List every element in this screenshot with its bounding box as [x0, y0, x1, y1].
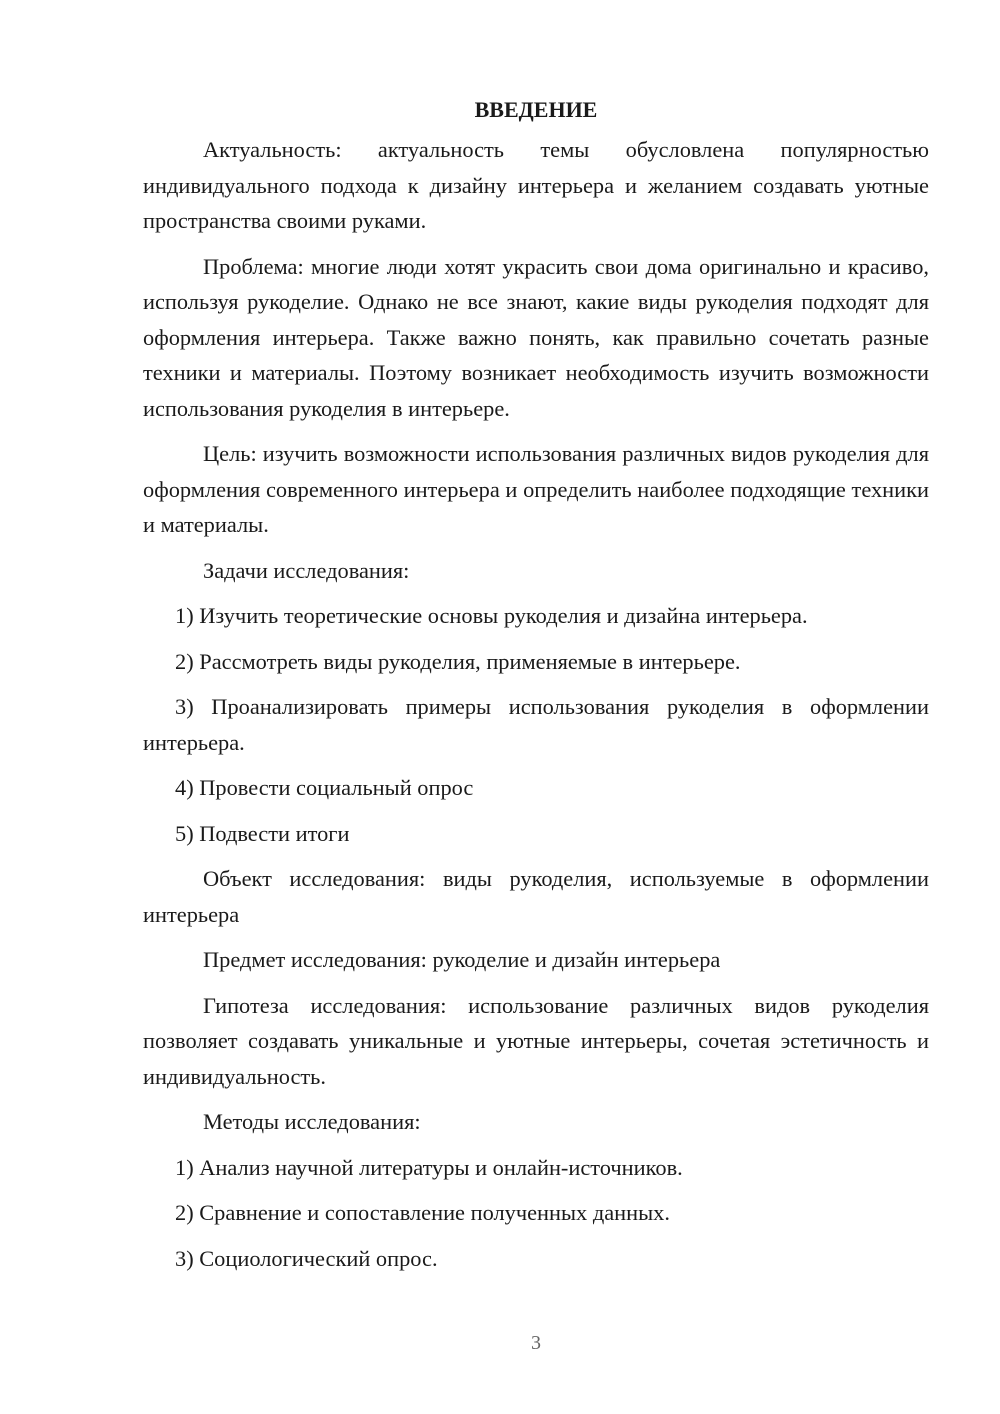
document-page — [143, 90, 929, 1276]
subject-paragraph: Предмет исследования: рукоделие и дизайн интерьера — [203, 947, 721, 972]
method-item-2: 2) Сравнение и сопоставление полученных данных. — [175, 1200, 670, 1225]
page-number: 3 — [531, 1332, 541, 1354]
methods-heading: Методы исследования: — [203, 1109, 421, 1134]
task-item-5: 5) Подвести итоги — [175, 820, 350, 846]
task-item-1: 1) Изучить теоретические основы рукоделия и дизайна интерьера. — [175, 603, 808, 628]
problem-paragraph: Проблема: многие люди хотят украсить свои дома оригинально и красиво, используя рукоделие. Однако не все знают, какие виды рукоделия подходят для оформления интерьера. Также важно понять, как правильно сочетать разные техники и материалы. Поэтому возникает необходимость изучить возможности использования рукоделия в интерьере. — [143, 253, 929, 421]
goal-paragraph: Цель: изучить возможности использования различных видов рукоделия для оформления современного интерьера и определить наиболее подходящие техники и материалы. — [143, 441, 929, 537]
method-item-3: 3) Социологический опрос. — [175, 1245, 438, 1271]
tasks-heading: Задачи исследования: — [203, 557, 410, 583]
object-paragraph: Объект исследования: виды рукоделия, используемые в оформлении интерьера — [143, 866, 929, 927]
section-title: ВВЕДЕНИЕ — [474, 97, 598, 122]
task-item-3: 3) Проанализировать примеры использования рукоделия в оформлении интерьера. — [143, 694, 929, 755]
task-item-2: 2) Рассмотреть виды рукоделия, применяемые в интерьере. — [175, 648, 741, 674]
hypothesis-paragraph: Гипотеза исследования: использование различных видов рукоделия позволяет создавать уникальные и уютные интерьеры, сочетая эстетичность и индивидуальность. — [143, 992, 929, 1089]
method-item-1: 1) Анализ научной литературы и онлайн-источников. — [175, 1154, 683, 1180]
task-item-4: 4) Провести социальный опрос — [175, 775, 474, 800]
relevance-paragraph: Актуальность: актуальность темы обусловлена популярностью индивидуального подхода к дизайну интерьера и желанием создавать уютные пространства своими руками. — [143, 137, 929, 233]
